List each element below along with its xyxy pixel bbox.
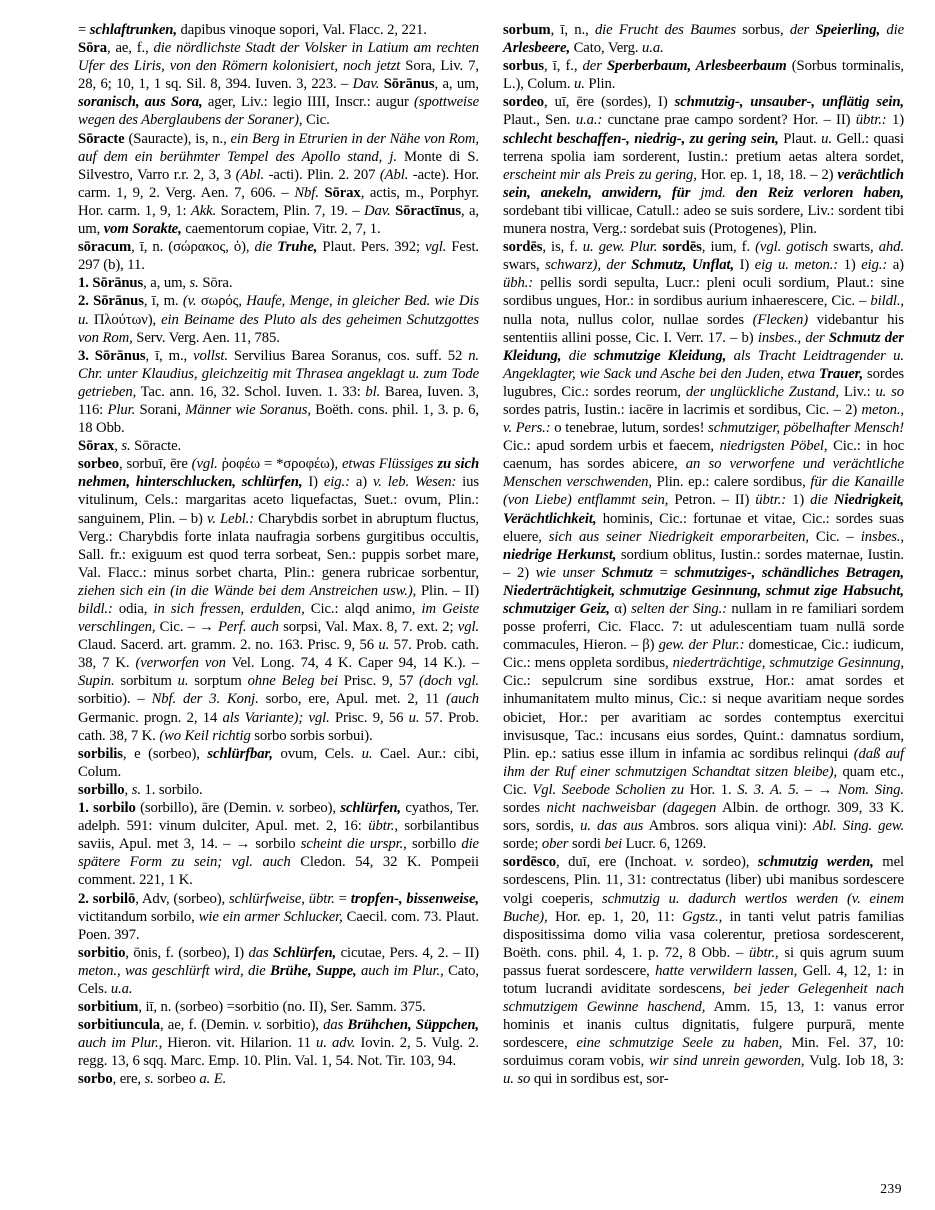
entry-sordesco: sordēsco, duī, ere (Inchoat. v. sordeo), schmutzig werden, mel sordescens, Plin. 11, 31: contrectatus (liber) ubi manibus sordescere volgi coeperis, schmutzig u. dadurch wertlos werden (v. einem Buche), Hor. ep. 1, 20, 11: Ggstz., in tanti velut patris familias dispositissima domo vilia vasa colerentur, pretiosa sordescerent, Boëth. cons. phil. 4, 1. p. 72, 8 Obb. – übtr., si quis agrum suum passus fuerat sordescere, hatte verwildern lassen, Gell. 4, 12, 1: in totum lucrandi aviditate sordescens, bei jeder Gelegenheit nach schmutzigem Gewinne haschend, Amm. 15, 13, 1: vanus error hominis et inanis cultus dignitatis, fulgere purpurā, mente sordescere, eine schmutzige Seele zu haben, Min. Fel. 37, 10: sorduimus coram vobis, wir sind unrein geworden, Vulg. Iob 18, 3: u. so qui in sordibus est, sor- xyxy=(503,854,905,1088)
page-number: 239 xyxy=(880,1181,902,1196)
entry-sorbus: sorbus, ī, f., der Sperberbaum, Arlesbeerbaum (Sorbus torminalis, L.), Colum. u. Plin. xyxy=(503,58,904,93)
entry-sorbilo-2: 2. sorbilō, Adv, (sorbeo), schlürfweise, übtr. = tropfen-, bissenweise, victitandum sorbilo, wie ein armer Schlucker, Caecil. com. 73. Plaut. Poen. 397. xyxy=(78,890,479,943)
entry-sorax: Sōrax, s. Sōracte. xyxy=(78,438,182,455)
entry-soranus-1: 1. Sōrānus, a, um, s. Sōra. xyxy=(78,275,233,292)
entry-soranus-2: 2. Sōrānus, ī, m. (v. σωρός, Haufe, Menge, in gleicher Bed. wie Dis u. Πλούτων), ein Beiname des Pluto als des geheimen Schutzgottes von Rom, Serv. Verg. Aen. 11, 785. xyxy=(78,293,479,346)
entry-soranus-3: 3. Sōrānus, ī, m., vollst. Servilius Barea Soranus, cos. suff. 52 n. Chr. unter Klaudius, gleichzeitig mit Thrasea angeklagt u. zum Tode getrieben, Tac. ann. 16, 32. Schol. Iuven. 1. 33: bl. Barea, Iuven. 3, 116: Plur. Sorani, Männer wie Soranus, Boëth. cons. phil. 1, 3. p. 6, 18 Obb. xyxy=(78,347,480,437)
entry-soracum: sōracum, ī, n. (σώρακος, ὁ), die Truhe, Plaut. Pers. 392; vgl. Fest. 297 (b), 11. xyxy=(78,239,480,274)
entry-sora: Sōra, ae, f., die nördlichste Stadt der Volsker in Latium am rechten Ufer des Liris, von den Römern kolonisiert, noch jetzt Sora, Liv. 7, 28, 6; 10, 1, 1 sq. Sil. 8, 394. Iuven. 3, 223. – Dav. Sōrānus, a, um, soranisch, aus Sora, ager, Liv.: legio IIII, Inscr.: augur (spottweise wegen des Aberglaubens der Soraner), Cic. xyxy=(78,40,480,129)
entry-sordeo: sordeo, uī, ēre (sordes), I) schmutzig-, unsauber-, unflätig sein, Plaut., Sen. u.a.: cunctane prae campo sordent? Hor. – II) übtr.: 1) schlecht beschaffen-, niedrig-, zu gering sein, Plaut. u. Gell.: quasi terrena spolia iam sorderent, Iustin.: pretium aetas altera sordet, erscheint mir als Preis zu gering, Hor. ep. 1, 18, 18. – 2) verächtlich sein, anekeln, anwidern, für jmd. den Reiz verloren haben, sordebant tibi villicae, Catull.: adeo se suis sordere, Liv.: sordent tibi munera nostra, Verg.: sordebat suis (Protogenes), Plin. xyxy=(503,94,905,238)
right-column xyxy=(503,21,904,1089)
entry-soracte: Sōracte (Sauracte), is, n., ein Berg in Etrurien in der Nähe von Rom, auf dem ein berühmter Tempel des Apollo stand, j. Monte di S. Silvestro, Varro r.r. 2, 3, 3 (Abl. -acti). Plin. 2. 207 (Abl. -acte). Hor. carm. 1, 9, 2. Verg. Aen. 7, 606. – Nbf. Sōrax, actis, m., Porphyr. Hor. carm. 1, 9, 1: Akk. Soractem, Plin. 7, 19. – Dav. Sōractīnus, a, um, vom Sorakte, caementorum copiae, Vitr. 2, 7, 1. xyxy=(78,130,479,238)
left-column xyxy=(78,21,479,1089)
entry-sorbillo: sorbillo, s. 1. sorbilo. xyxy=(78,781,203,798)
entry-sordes: sordēs, is, f. u. gew. Plur. sordēs, ium, f. (vgl. gotisch swarts, ahd. swars, schwarz), der Schmutz, Unflat, I) eig u. meton.: 1) eig.: a) übh.: pellis sordi sepulta, Lucr.: pleni oculi sordium, Plaut.: sine sordibus ungues, Hor.: in sordibus aurium inhaerescere, Cic. – bildl., nulla nota, nullus color, nullae sordes (Flecken) videbantur his sententiis allini posse, Cic. I. Verr. 17. – b) insbes., der Schmutz der Kleidung, die schmutzige Kleidung, als Tracht Leidtragender u. Angeklagter, wie Sack und Asche bei den Juden, etwa Trauer, sordes lugubres, Cic.: sordes reorum, der unglückliche Zustand, Liv.: u. so sordes patris, Iustin.: iacēre in lacrimis et sordibus, Cic. – 2) meton., v. Pers.: o tenebrae, lutum, sordes! schmutziger, pöbelhafter Mensch! Cic.: apud sordem urbis et faecem, niedrigsten Pöbel, Cic.: in hoc caenum, has sordes abicere, an so verworfene und verächtliche Menschen verschwenden, Plin. ep.: calere sordibus, für die Kanaille (von Liebe) entflammt sein, Petron. – II) übtr.: 1) die Niedrigkeit, Verächtlichkeit, hominis, Cic.: fortunae et vitae, Cic.: sordes suas eluere, sich aus seiner Niedrigkeit emporarbeiten, Cic. – insbes., niedrige Herkunst, sordium oblitus, Iustin.: sordes maternae, Iustin. – 2) wie unser Schmutz = schmutziges-, schändliches Betragen, Niederträchtigkeit, schmutzige Gesinnung, schmut zige Habsucht, schmutziger Geiz, α) selten der Sing.: nullam in re familiari sordem posse proferri, Cic. Flacc. 7: ut adulescentiam tuam nullā sorde commacules, Hieron. – β) gew. der Plur.: domesticae, Cic.: iudicum, Cic.: mens oppleta sordibus, niederträchtige, schmutzige Gesinnung, Cic.: sepulcrum sine sordibus exstrue, Hor.: amat sordes et inhumanitatem multo minus, Cic.: si neque avaritiam neque sordes obiciet, Hor.: per avaritiam ac sordes contemptus exercitui invisusque, Tac.: incusans eius sordes, Quint.: damnatus sordium, Plin. ep.: satius esse illum in infamia ac sordibus relinqui (daß auf ihm der Ruf einer schmutzigen Schandtat sitzen bleibe), quam etc., Cic. Vgl. Seebode Scholien zu Hor. 1. S. 3. A. 5. – → Nom. Sing. sordes nicht nachweisbar (dagegen Albin. de orthogr. 309, 33 K. sors, sordis, u. das aus Ambros. sors aliqua vini): Abl. Sing. gew. sorde; ober sordi bei Lucr. 6, 1269. xyxy=(503,239,905,853)
entry-sorbilo-1: 1. sorbilo (sorbillo), āre (Demin. v. sorbeo), schlürfen, cyathos, Ter. adelph. 591: vinum dulciter, Apul. met. 2, 16: übtr., sorbilantibus saviis, Apul. met 3, 14. – → sorbilo scheint die urspr., sorbillo die spätere Form zu sein; vgl. auch Cledon. 54, 32 K. Pompeii comment. 221, 1 K. xyxy=(78,800,479,889)
entry-sorbitio: sorbitio, ōnis, f. (sorbeo), I) das Schlürfen, cicutae, Pers. 4, 2. – II) meton., was geschlürft wird, die Brühe, Suppe, auch im Plur., Cato, Cels. u.a. xyxy=(78,944,479,997)
entry-sorbeo: sorbeo, sorbuī, ēre (vgl. ῥοφέω = *σροφέω), etwas Flüssiges zu sich nehmen, hinterschlucken, schlürfen, I) eig.: a) v. leb. Wesen: ius vitulinum, Cels.: margaritas aceto liquefactas, Suet.: ovum, Plin.: sanguinem, Plin. – b) v. Lebl.: Charybdis sorbet in abruptum fluctus, Verg.: Charybdis forte inlata naufragia sorbens gurgitibus occultis, Sall. fr.: exiguum est quod terra sorbeat, Sen.: puppis sorbet mare, Val. Flacc.: minus sorbet charta, Plin.: genera rubricae sorbentur, ziehen sich ein (in die Wände bei dem Anstreichen usw.), Plin. – II) bildl.: odia, in sich fressen, erdulden, Cic.: alqd animo, im Geiste verschlingen, Cic. – → Perf. auch sorpsi, Val. Max. 8, 7. ext. 2; vgl. Claud. Sacerd. art. gramm. 2. no. 163. Prisc. 9, 56 u. 57. Prob. cath. 38, 7 K. (verworfen von Vel. Long. 74, 4 K. Caper 94, 14 K.). – Supin. sorbitum u. sorptum ohne Beleg bei Prisc. 9, 57 (doch vgl. sorbitio). – Nbf. der 3. Konj. sorbo, ere, Apul. met. 2, 11 (auch Germanic. progn. 2, 14 als Variante); vgl. Prisc. 9, 56 u. 57. Prob. cath. 38, 7 K. (wo Keil richtig sorbo sorbis sorbui). xyxy=(78,456,480,744)
entry-sorbitium: sorbitium, iī, n. (sorbeo) =sorbitio (no. II), Ser. Samm. 375. xyxy=(78,999,426,1016)
entry-sorbo: sorbo, ere, s. sorbeo a. E. xyxy=(78,1071,227,1088)
entry-schlaftrunken-continuation: = schlaftrunken, dapibus vinoque sopori, Val. Flacc. 2, 221. xyxy=(78,22,427,38)
entry-sorbilis: sorbilis, e (sorbeo), schlürfbar, ovum, Cels. u. Cael. Aur.: cibi, Colum. xyxy=(78,745,479,780)
entry-sorbitiuncula: sorbitiuncula, ae, f. (Demin. v. sorbitio), das Brühchen, Süppchen, auch im Plur., Hieron. vit. Hilarion. 11 u. adv. Iovin. 2, 5. Vulg. 2. regg. 13, 6 sqq. Marc. Emp. 10. Plin. Val. 1, 54. Not. Tir. 103, 94. xyxy=(78,1017,479,1070)
entry-sorbum: sorbum, ī, n., die Frucht des Baumes sorbus, der Speierling, die Arlesbeere, Cato, Verg. u.a. xyxy=(503,22,904,57)
text-columns xyxy=(78,21,905,1089)
